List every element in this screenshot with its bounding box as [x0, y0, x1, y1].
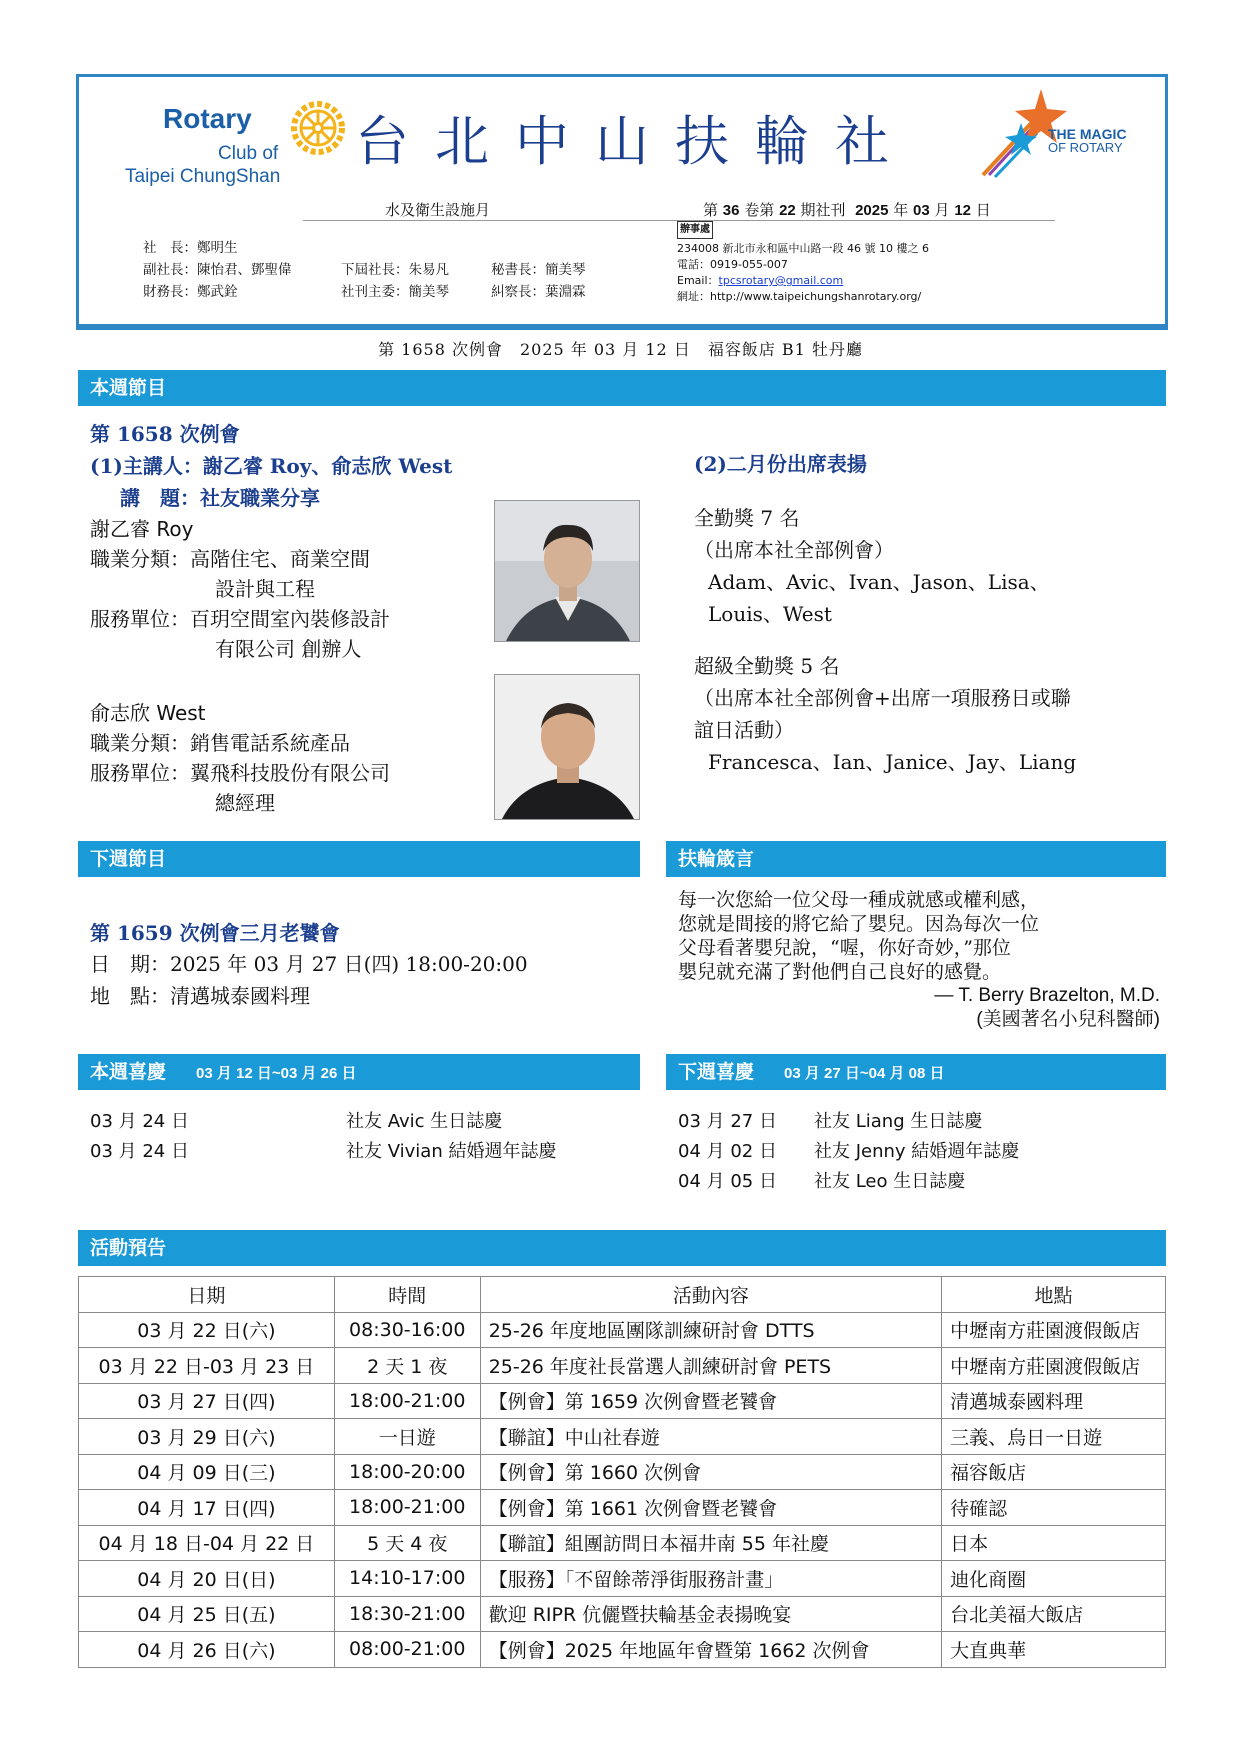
officer-sergeant: 糾察長：葉淵霖	[491, 284, 586, 300]
activity-time: 18:00-21:00	[334, 1490, 480, 1526]
table-row	[79, 1454, 1166, 1490]
column-header-content: 活動內容	[480, 1277, 941, 1313]
celebration-row	[678, 1137, 1158, 1167]
quote-author: — T. Berry Brazelton, M.D.	[934, 985, 1160, 1006]
activity-date: 03 月 22 日(六)	[79, 1312, 335, 1348]
celebration-date: 04 月 02 日	[678, 1141, 777, 1162]
super-attendance-names: Francesca、Ian、Janice、Jay、Liang	[708, 750, 1077, 774]
activity-date: 03 月 29 日(六)	[79, 1419, 335, 1455]
this-week-celebrations-range: 03 月 12 日~03 月 26 日	[196, 1065, 357, 1082]
activity-venue: 日本	[942, 1525, 1166, 1561]
activity-venue: 三義、烏日一日遊	[942, 1419, 1166, 1455]
speaker2-company-label: 服務單位：	[90, 761, 190, 785]
celebration-row	[90, 1137, 630, 1167]
celebration-event: 社友 Liang 生日誌慶	[814, 1111, 983, 1132]
celebration-event: 社友 Vivian 結婚週年誌慶	[346, 1141, 557, 1162]
next-meeting-place: 地 點：清邁城泰國料理	[90, 984, 310, 1008]
attendance-awards	[694, 448, 1164, 778]
attendance-title: (2)二月份出席表揚	[694, 452, 867, 476]
column-header-date: 日期	[79, 1277, 335, 1313]
rotary-quote	[678, 888, 1160, 1032]
officer-editor: 社刊主委：簡美琴	[341, 284, 449, 300]
officer-treasurer: 財務長：鄭武銓	[143, 284, 238, 300]
celebration-event: 社友 Leo 生日誌慶	[814, 1171, 966, 1192]
activity-time: 14:10-17:00	[334, 1561, 480, 1597]
speaker2-job-label: 職業分類：	[90, 731, 190, 755]
celebration-date: 03 月 24 日	[90, 1111, 189, 1132]
activities-table	[78, 1276, 1166, 1668]
activity-date: 04 月 26 日(六)	[79, 1632, 335, 1668]
next-week-celebrations-range: 03 月 27 日~04 月 08 日	[784, 1065, 945, 1082]
celebration-date: 04 月 05 日	[678, 1171, 777, 1192]
activity-date: 03 月 27 日(四)	[79, 1383, 335, 1419]
perfect-attendance-desc: （出席本社全部例會）	[694, 538, 894, 562]
celebration-event: 社友 Jenny 結婚週年誌慶	[814, 1141, 1020, 1162]
activity-venue: 清邁城泰國料理	[942, 1383, 1166, 1419]
activity-content: 25-26 年度地區團隊訓練研討會 DTTS	[480, 1312, 941, 1348]
office-info	[677, 221, 929, 305]
speaker1-job-label: 職業分類：	[90, 547, 190, 571]
activity-venue: 大直典華	[942, 1632, 1166, 1668]
speaker2-company-1: 翼飛科技股份有限公司	[190, 761, 390, 785]
speaker1-company-2: 有限公司 創辦人	[215, 637, 362, 661]
magic-of-rotary-logo	[975, 83, 1135, 183]
month-theme: 水及衛生設施月	[385, 201, 491, 219]
table-row	[79, 1632, 1166, 1668]
this-week-celebrations-list	[90, 1107, 630, 1167]
perfect-attendance-names-2: Louis、West	[708, 602, 832, 626]
table-row	[79, 1419, 1166, 1455]
meeting-info-line: 第 1658 次例會 2025 年 03 月 12 日 福容飯店 B1 牡丹廳	[378, 340, 863, 359]
activity-time: 08:30-16:00	[334, 1312, 480, 1348]
quote-line-2: 您就是間接的將它給了嬰兒。因為每次一位	[678, 913, 1040, 935]
activity-content: 【聯誼】組團訪問日本福井南 55 年社慶	[480, 1525, 941, 1561]
next-week-program	[90, 918, 650, 1012]
officer-president-elect: 下屆社長：朱易凡	[341, 262, 449, 278]
activity-venue: 迪化商圈	[942, 1561, 1166, 1597]
activity-date: 03 月 22 日-03 月 23 日	[79, 1348, 335, 1384]
section-title-this-week: 本週節目	[90, 377, 167, 399]
activity-time: 18:30-21:00	[334, 1596, 480, 1632]
speaker1-company-label: 服務單位：	[90, 607, 190, 631]
celebration-row	[678, 1167, 1158, 1197]
celebration-event: 社友 Avic 生日誌慶	[346, 1111, 503, 1132]
volume-number: 36	[722, 202, 740, 219]
meeting-title: 第 1658 次例會	[90, 422, 240, 446]
activities-table-body	[79, 1312, 1166, 1667]
officer-secretary: 秘書長：簡美琴	[491, 262, 586, 278]
activity-time: 一日遊	[334, 1419, 480, 1455]
logo-club-name: Taipei ChungShan	[125, 166, 281, 187]
activity-date: 04 月 20 日(日)	[79, 1561, 335, 1597]
masthead	[76, 74, 1168, 330]
issue-no: 22	[779, 202, 796, 219]
activity-time: 08:00-21:00	[334, 1632, 480, 1668]
celebration-row	[678, 1107, 1158, 1137]
issue-number	[703, 199, 991, 220]
next-meeting-date: 日 期：2025 年 03 月 27 日(四) 18:00-20:00	[90, 952, 528, 976]
perfect-attendance-title: 全勤獎 7 名	[694, 506, 800, 530]
day-label: 日	[975, 201, 991, 219]
activity-venue: 中壢南方莊園渡假飯店	[942, 1348, 1166, 1384]
celebration-date: 03 月 27 日	[678, 1111, 777, 1132]
speaker2-photo	[494, 674, 640, 820]
activity-time: 18:00-21:00	[334, 1383, 480, 1419]
issue-info-line	[303, 199, 1055, 221]
super-attendance-desc-2: 誼日活動）	[694, 718, 794, 742]
speaker1-company-1: 百玥空間室內裝修設計	[190, 607, 390, 631]
officer-president: 社 長：鄭明生	[143, 240, 238, 256]
office-tag: 辦事處	[677, 221, 713, 239]
officer-vice-president: 副社長：陳怡君、鄧聖偉	[143, 262, 292, 278]
office-phone: 電話：0919-055-007	[677, 258, 788, 271]
month-label: 月	[934, 201, 950, 219]
issue-year: 2025	[855, 202, 889, 219]
activity-time: 5 天 4 夜	[334, 1525, 480, 1561]
section-title-rotary-quote: 扶輪箴言	[678, 848, 755, 870]
section-title-next-week-celebrations: 下週喜慶	[678, 1061, 755, 1083]
activity-date: 04 月 09 日(三)	[79, 1454, 335, 1490]
activity-date: 04 月 18 日-04 月 22 日	[79, 1525, 335, 1561]
volume-label: 卷第	[744, 201, 775, 219]
activity-content: 【服務】「不留餘蒂淨街服務計畫」	[480, 1561, 941, 1597]
table-header-row	[79, 1277, 1166, 1313]
celebration-date: 03 月 24 日	[90, 1141, 189, 1162]
quote-line-4: 嬰兒就充滿了對他們自己良好的感覺。	[678, 961, 1002, 983]
section-bar-next-week	[78, 841, 640, 877]
activity-content: 【例會】第 1661 次例會暨老饕會	[480, 1490, 941, 1526]
activity-time: 18:00-20:00	[334, 1454, 480, 1490]
section-bar-rotary-quote	[666, 841, 1166, 877]
table-row	[79, 1383, 1166, 1419]
section-bar-next-week-celebrations	[666, 1054, 1166, 1090]
year-label: 年	[893, 201, 909, 219]
issue-prefix: 第	[703, 201, 719, 219]
activity-venue: 中壢南方莊園渡假飯店	[942, 1312, 1166, 1348]
email-label: Email：	[677, 274, 719, 287]
activity-date: 04 月 25 日(五)	[79, 1596, 335, 1632]
speaker1-job-1: 高階住宅、商業空間	[190, 547, 370, 571]
quote-author-title: (美國著名小兒科醫師)	[976, 1009, 1160, 1030]
speaker2-company-2: 總經理	[215, 791, 275, 815]
perfect-attendance-names-1: Adam、Avic、Ivan、Jason、Lisa、	[708, 570, 1050, 594]
column-header-time: 時間	[334, 1277, 480, 1313]
section-bar-this-week	[78, 370, 1166, 406]
speaker-line: (1)主講人：謝乙睿 Roy、俞志欣 West	[90, 454, 453, 478]
table-row	[79, 1525, 1166, 1561]
website-link[interactable]: 網址：http://www.taipeichungshanrotary.org/	[677, 290, 922, 303]
super-attendance-title: 超級全勤獎 5 名	[694, 654, 840, 678]
activity-venue: 福容飯店	[942, 1454, 1166, 1490]
section-title-this-week-celebrations: 本週喜慶	[90, 1061, 167, 1083]
issue-month: 03	[913, 202, 930, 219]
table-row	[79, 1348, 1166, 1384]
table-row	[79, 1490, 1166, 1526]
club-title: 台北中山扶輪社	[355, 110, 915, 173]
magic-logo-line2: OF ROTARY	[1048, 140, 1123, 155]
section-bar-activities	[78, 1230, 1166, 1266]
activity-content: 【例會】2025 年地區年會暨第 1662 次例會	[480, 1632, 941, 1668]
topic-line: 講 題：社友職業分享	[120, 486, 320, 510]
logo-club-of: Club of	[218, 143, 279, 164]
quote-line-3: 父母看著嬰兒說，“喔，你好奇妙，”那位	[678, 937, 1011, 959]
table-row	[79, 1312, 1166, 1348]
speaker1-photo	[494, 500, 640, 642]
activity-content: 【聯誼】中山社春遊	[480, 1419, 941, 1455]
next-meeting-title: 第 1659 次例會三月老饕會	[90, 921, 340, 945]
activity-venue: 待確認	[942, 1490, 1166, 1526]
activity-date: 04 月 17 日(四)	[79, 1490, 335, 1526]
rotary-wheel-icon	[289, 99, 347, 157]
celebration-row	[90, 1107, 630, 1137]
activity-content: 歡迎 RIPR 伉儷暨扶輪基金表揚晚宴	[480, 1596, 941, 1632]
table-row	[79, 1561, 1166, 1597]
logo-rotary-word: Rotary	[163, 103, 252, 134]
column-header-venue: 地點	[942, 1277, 1166, 1313]
quote-line-1: 每一次您給一位父母一種成就感或權利感，	[678, 889, 1040, 911]
table-row	[79, 1596, 1166, 1632]
section-bar-this-week-celebrations	[78, 1054, 640, 1090]
activity-content: 25-26 年度社長當選人訓練研討會 PETS	[480, 1348, 941, 1384]
activity-content: 【例會】第 1659 次例會暨老饕會	[480, 1383, 941, 1419]
speaker2-name: 俞志欣 West	[90, 701, 206, 725]
activity-content: 【例會】第 1660 次例會	[480, 1454, 941, 1490]
email-link[interactable]: tpcsrotary@gmail.com	[718, 274, 844, 287]
next-week-celebrations-list	[678, 1107, 1158, 1197]
issue-day: 12	[954, 202, 971, 219]
section-title-activities: 活動預告	[90, 1237, 167, 1259]
section-title-next-week: 下週節目	[90, 848, 167, 870]
super-attendance-desc-1: （出席本社全部例會+出席一項服務日或聯	[694, 686, 1071, 710]
office-address: 234008 新北市永和區中山路一段 46 號 10 樓之 6	[677, 242, 929, 255]
speaker1-job-2: 設計與工程	[215, 577, 315, 601]
activity-time: 2 天 1 夜	[334, 1348, 480, 1384]
activity-venue: 台北美福大飯店	[942, 1596, 1166, 1632]
issue-label: 期社刊	[800, 201, 846, 219]
magic-logo-line1: THE MAGIC	[1048, 126, 1127, 142]
speaker2-job-1: 銷售電話系統產品	[190, 731, 350, 755]
speaker1-name: 謝乙睿 Roy	[90, 517, 194, 541]
